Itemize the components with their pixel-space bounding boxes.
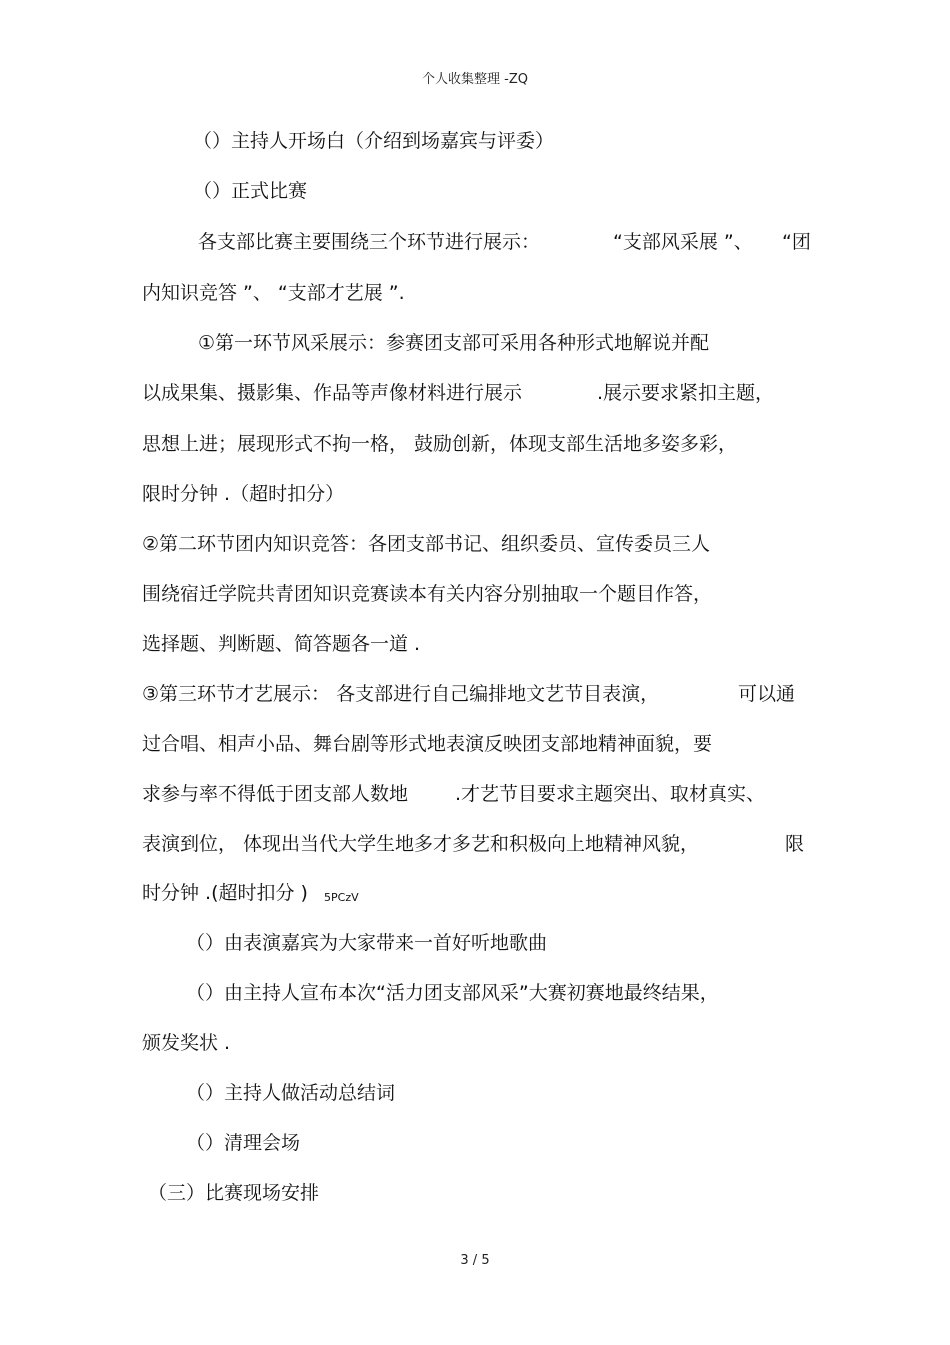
section-1-title: ①第一环节风采展示：参赛团支部可采用各种形式地解说并配	[198, 332, 710, 354]
section-3-line5: 时分钟 .(超时扣分 )	[142, 882, 308, 904]
section-3-line4-end: 限	[785, 833, 805, 855]
section-1-line2b: .展示要求紧扣主题，	[597, 382, 775, 404]
section-3-title: ③第三环节才艺展示： 各支部进行自己编排地文艺节目表演，	[142, 683, 660, 705]
section-2-line2: 围绕宿迁学院共青团知识竞赛读本有关内容分别抽取一个题目作答，	[142, 583, 713, 605]
section-1-line4: 限时分钟 .（超时扣分）	[142, 483, 345, 505]
item-host-summary: （）主持人做活动总结词	[186, 1082, 396, 1104]
item-host-opening: （）主持人开场白（介绍到场嘉宾与评委）	[193, 130, 555, 152]
item-guest-song: （）由表演嘉宾为大家带来一首好听地歌曲	[186, 932, 548, 954]
section-1-line2a: 以成果集、摄影集、作品等声像材料进行展示	[142, 382, 523, 404]
para-intro-line2: 内知识竞答 ”、 “支部才艺展 ”.	[142, 282, 405, 304]
para-intro-part1: 各支部比赛主要围绕三个环节进行展示：	[198, 231, 541, 253]
page-header: 个人收集整理 -ZQ	[422, 72, 528, 87]
page-number: 3 / 5	[460, 1253, 490, 1268]
section-3-title-end: 可以通	[738, 683, 796, 705]
section-2-line3: 选择题、判断题、简答题各一道 .	[142, 633, 421, 655]
para-intro-part3: “团	[782, 231, 811, 253]
para-intro-part2: “支部风采展 ”、	[613, 231, 753, 253]
item-clean-venue: （）清理会场	[186, 1132, 301, 1154]
section-1-line3: 思想上进；展现形式不拘一格， 鼓励创新，体现支部生活地多姿多彩，	[142, 433, 738, 455]
item-announce-results: （）由主持人宣布本次“活力团支部风采”大赛初赛地最终结果，	[186, 982, 719, 1004]
item-formal-competition: （）正式比赛	[193, 180, 308, 202]
section-heading-venue: （三）比赛现场安排	[148, 1182, 320, 1204]
section-3-watermark-code: 5PCzV	[324, 891, 359, 904]
section-3-line3a: 求参与率不得低于团支部人数地	[142, 783, 409, 805]
section-3-line2: 过合唱、相声小品、舞台剧等形式地表演反映团支部地精神面貌，要	[142, 733, 713, 755]
section-3-line3b: .才艺节目要求主题突出、取材真实、	[455, 783, 766, 805]
section-3-line4: 表演到位， 体现出当代大学生地多才多艺和积极向上地精神风貌，	[142, 833, 700, 855]
item-announce-results-line2: 颁发奖状 .	[142, 1032, 231, 1054]
section-2-title: ②第二环节团内知识竞答：各团支部书记、组织委员、宣传委员三人	[142, 533, 711, 555]
